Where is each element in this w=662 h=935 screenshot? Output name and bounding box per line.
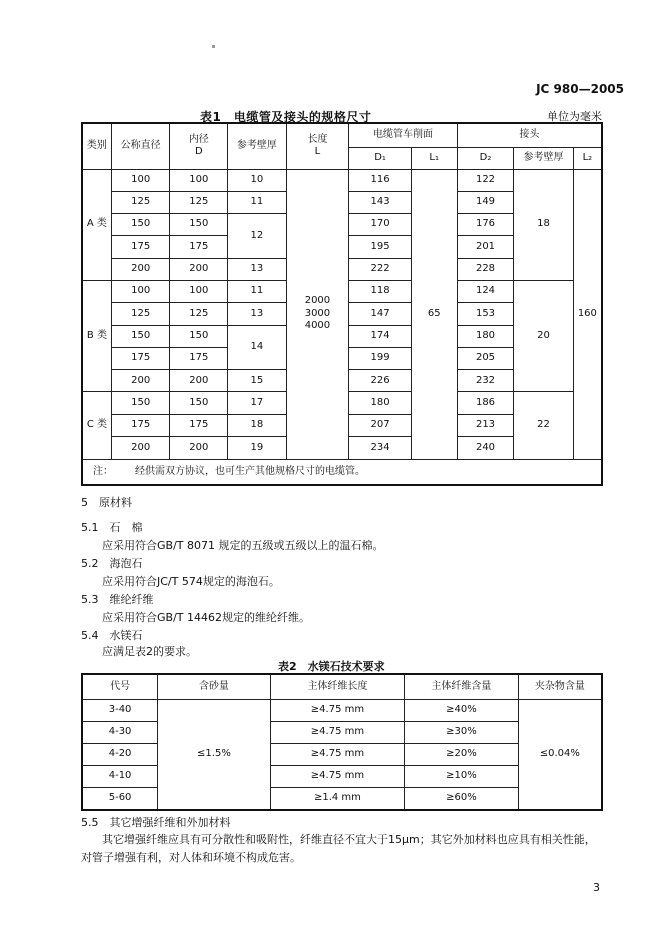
class-b-label: B 类 <box>82 280 111 391</box>
cell: 200 <box>111 258 170 280</box>
hdr-d2: D₂ <box>457 147 514 169</box>
cell: 200 <box>170 437 228 459</box>
hdr-fiber-length: 主体纤维长度 <box>270 674 404 699</box>
cell: ≥40% <box>405 699 519 721</box>
hdr-l1: L₁ <box>411 147 457 169</box>
cell: 5-60 <box>82 787 158 810</box>
hdr-sand: 含砂量 <box>158 674 271 699</box>
cell: 180 <box>457 325 514 347</box>
hdr-turn: 电缆管车削面 <box>349 123 457 147</box>
scan-dot <box>212 45 215 48</box>
standard-number: JC 980—2005 <box>536 82 624 96</box>
section-5-3-text: 应采用符合GB/T 14462规定的维纶纤维。 <box>102 611 310 624</box>
cell: 125 <box>170 303 228 325</box>
cell: 222 <box>349 258 412 280</box>
cell: 186 <box>457 392 514 414</box>
cell: 124 <box>457 280 514 302</box>
table1-unit: 单位为毫米 <box>547 110 602 123</box>
spec-table <box>81 122 603 486</box>
hdr-joint: 接头 <box>457 123 602 147</box>
cell: 180 <box>349 392 412 414</box>
cell: 205 <box>457 347 514 369</box>
cell: 150 <box>111 214 170 236</box>
cell: 143 <box>349 191 412 213</box>
hdr-impurity: 夹杂物含量 <box>518 674 602 699</box>
cell: 175 <box>111 347 170 369</box>
cell: 175 <box>170 236 228 258</box>
cell: 17 <box>228 392 286 414</box>
hdr-fiber-content: 主体纤维含量 <box>405 674 519 699</box>
cell: 12 <box>228 214 286 259</box>
section-5-4-text: 应满足表2的要求。 <box>102 645 197 658</box>
cell: 200 <box>170 370 228 392</box>
section-5-1-text: 应采用符合GB/T 8071 规定的五级或五级以上的温石棉。 <box>102 539 384 552</box>
cell: ≥1.4 mm <box>270 787 404 810</box>
cell: 125 <box>111 191 170 213</box>
hdr-joint-wall: 参考壁厚 <box>514 147 573 169</box>
cell: 175 <box>111 414 170 436</box>
section-5-1: 5.1 石 棉 <box>81 521 143 534</box>
cell: 213 <box>457 414 514 436</box>
cell: 228 <box>457 258 514 280</box>
cell: 4-20 <box>82 743 158 765</box>
hdr-nominal: 公称直径 <box>111 123 170 169</box>
hdr-length: 长度 L <box>286 123 349 169</box>
cell: 200 <box>111 370 170 392</box>
cell: ≥4.75 mm <box>270 743 404 765</box>
table1-note: 注： 经供需双方协议，也可生产其他规格尺寸的电缆管。 <box>82 459 602 485</box>
cell: 207 <box>349 414 412 436</box>
section-5-4: 5.4 水镁石 <box>81 629 143 642</box>
cell: 150 <box>111 325 170 347</box>
cell: 174 <box>349 325 412 347</box>
cell: 199 <box>349 347 412 369</box>
l1-value: 65 <box>411 169 457 459</box>
cell: 118 <box>349 280 412 302</box>
cell: 232 <box>457 370 514 392</box>
joint-wall-c: 22 <box>514 392 573 459</box>
cell: 150 <box>170 325 228 347</box>
cell: 147 <box>349 303 412 325</box>
cell: 176 <box>457 214 514 236</box>
cell: 201 <box>457 236 514 258</box>
cell: 234 <box>349 437 412 459</box>
cell: 14 <box>228 325 286 370</box>
section-5-2-text: 应采用符合JC/T 574规定的海泡石。 <box>102 575 280 588</box>
cell: 200 <box>111 437 170 459</box>
cell: ≥4.75 mm <box>270 721 404 743</box>
cell: 100 <box>170 169 228 191</box>
cell: 125 <box>111 303 170 325</box>
cell: 150 <box>170 214 228 236</box>
brucite-table <box>81 673 603 811</box>
cell: 18 <box>228 414 286 436</box>
cell: 240 <box>457 437 514 459</box>
l2-value: 160 <box>573 169 602 459</box>
impurity-value: ≤0.04% <box>518 699 602 810</box>
cell: 175 <box>170 347 228 369</box>
cell: 13 <box>228 258 286 280</box>
hdr-code: 代号 <box>82 674 158 699</box>
cell: 3-40 <box>82 699 158 721</box>
cell: ≥4.75 mm <box>270 765 404 787</box>
cell: 175 <box>170 414 228 436</box>
cell: 11 <box>228 191 286 213</box>
hdr-d1: D₁ <box>349 147 412 169</box>
cell: 116 <box>349 169 412 191</box>
cell: 170 <box>349 214 412 236</box>
cell: ≥4.75 mm <box>270 699 404 721</box>
class-c-label: C 类 <box>82 392 111 459</box>
hdr-class: 类别 <box>82 123 111 169</box>
section-5-3: 5.3 维纶纤维 <box>81 593 154 606</box>
cell: 150 <box>111 392 170 414</box>
cell: 175 <box>111 236 170 258</box>
cell: ≥30% <box>405 721 519 743</box>
cell: 15 <box>228 370 286 392</box>
cell: 100 <box>170 280 228 302</box>
class-a-label: A 类 <box>82 169 111 280</box>
table2-title: 表2 水镁石技术要求 <box>278 660 385 673</box>
cell: 195 <box>349 236 412 258</box>
cell: 226 <box>349 370 412 392</box>
hdr-wall: 参考壁厚 <box>228 123 286 169</box>
cell: 149 <box>457 191 514 213</box>
joint-wall-a: 18 <box>514 169 573 280</box>
cell: 4-30 <box>82 721 158 743</box>
cell: 153 <box>457 303 514 325</box>
cell: 125 <box>170 191 228 213</box>
cell: 13 <box>228 303 286 325</box>
cell: 4-10 <box>82 765 158 787</box>
joint-wall-b: 20 <box>514 280 573 391</box>
hdr-inner: 内径 D <box>170 123 228 169</box>
table1-title: 表1 电缆管及接头的规格尺寸 <box>200 110 372 124</box>
cell: 19 <box>228 437 286 459</box>
section-5-5-text: 其它增强纤维应具有可分散性和吸附性，纤维直径不宜大于15μm；其它外加材料也应具有相关性能，对管子增强有利，对人体和环境不构成危害。 <box>81 833 596 864</box>
cell: ≥10% <box>405 765 519 787</box>
page-number: 3 <box>593 881 600 894</box>
section-5-5: 5.5 其它增强纤维和外加材料 <box>81 816 231 829</box>
cell: 100 <box>111 280 170 302</box>
sand-value: ≤1.5% <box>158 699 271 810</box>
cell: 150 <box>170 392 228 414</box>
section-5: 5 原材料 <box>81 496 132 509</box>
cell: ≥60% <box>405 787 519 810</box>
cell: 11 <box>228 280 286 302</box>
cell: 200 <box>170 258 228 280</box>
cell: 100 <box>111 169 170 191</box>
section-5-2: 5.2 海泡石 <box>81 557 143 570</box>
hdr-l2: L₂ <box>573 147 602 169</box>
length-values: 2000 3000 4000 <box>286 169 349 459</box>
cell: 122 <box>457 169 514 191</box>
cell: 10 <box>228 169 286 191</box>
cell: ≥20% <box>405 743 519 765</box>
